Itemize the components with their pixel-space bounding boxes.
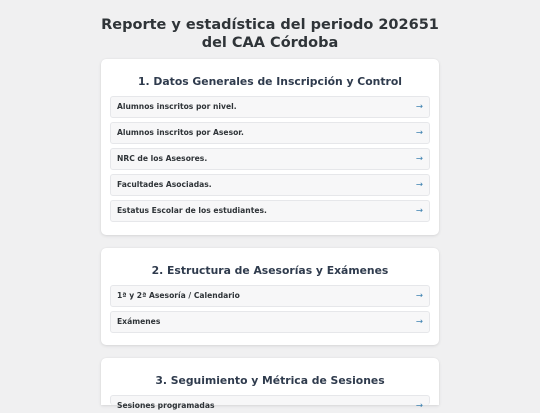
page-title-line-2: del CAA Córdoba	[201, 35, 339, 51]
report-link-label: Facultades Asociadas.	[117, 180, 212, 189]
section-title: 3. Seguimiento y Métrica de Sesiones	[155, 374, 385, 387]
report-link-facultades-asociadas[interactable]	[110, 174, 430, 196]
report-link-asesoria-calendario[interactable]	[110, 285, 430, 307]
report-link-alumnos-por-nivel[interactable]	[110, 96, 430, 118]
report-link-sesiones-programadas[interactable]	[110, 395, 430, 411]
report-link-label: NRC de los Asesores.	[117, 154, 208, 163]
report-link-alumnos-por-asesor[interactable]	[110, 122, 430, 144]
arrow-right-icon: →	[415, 180, 423, 190]
arrow-right-icon: →	[415, 154, 423, 164]
section-title: 2. Estructura de Asesorías y Exámenes	[151, 264, 389, 277]
arrow-right-icon: →	[415, 128, 423, 138]
report-link-label: Estatus Escolar de los estudiantes.	[117, 206, 267, 215]
page-title-line-1: Reporte y estadística del periodo 202651	[101, 17, 439, 33]
report-link-label: Sesiones programadas	[117, 401, 215, 410]
arrow-right-icon: →	[415, 401, 423, 411]
section-card-seguimiento-sesiones	[101, 358, 439, 411]
section-card-estructura-asesorias	[101, 248, 439, 345]
arrow-right-icon: →	[415, 102, 423, 112]
page-title	[0, 16, 540, 52]
arrow-right-icon: →	[415, 291, 423, 301]
report-link-estatus-escolar[interactable]	[110, 200, 430, 222]
report-link-nrc-asesores[interactable]	[110, 148, 430, 170]
report-link-label: Alumnos inscritos por Asesor.	[117, 128, 244, 137]
report-link-label: Alumnos inscritos por nivel.	[117, 102, 237, 111]
report-link-label: Exámenes	[117, 317, 161, 326]
report-link-label: 1ª y 2ª Asesoría / Calendario	[117, 291, 240, 300]
arrow-right-icon: →	[415, 317, 423, 327]
arrow-right-icon: →	[415, 206, 423, 216]
section-title: 1. Datos Generales de Inscripción y Control	[138, 75, 402, 88]
section-card-datos-generales	[101, 59, 439, 235]
report-link-examenes[interactable]	[110, 311, 430, 333]
